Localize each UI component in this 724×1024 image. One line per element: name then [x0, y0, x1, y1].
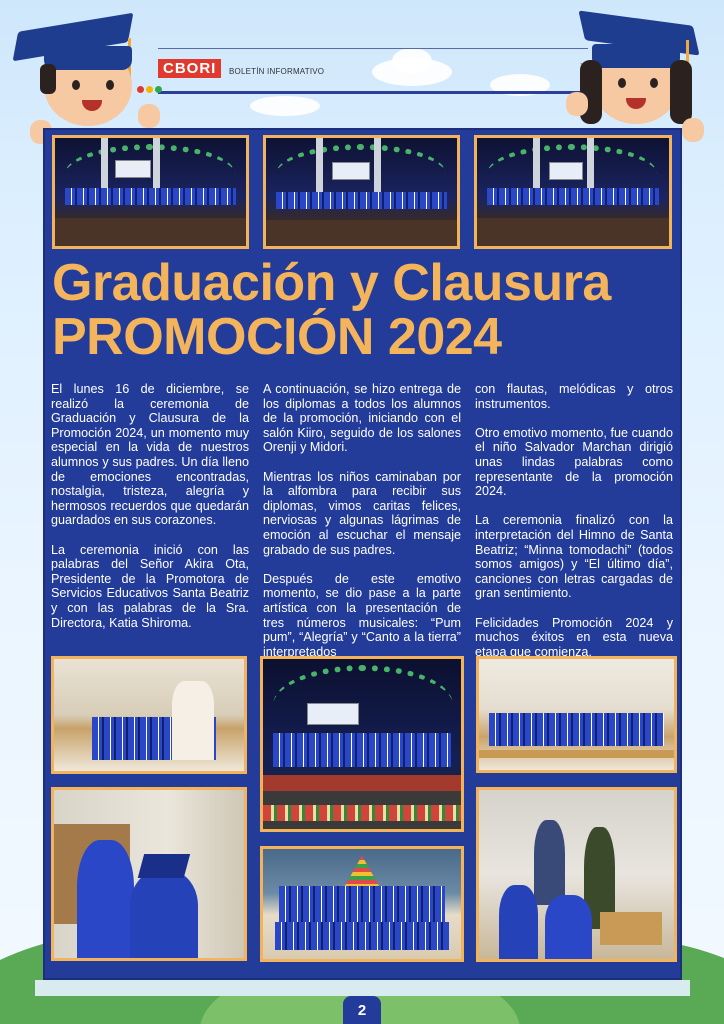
cloud-decoration — [250, 96, 320, 116]
graduate-girl-illustration — [564, 6, 719, 141]
cloud-decoration — [392, 48, 432, 74]
paragraph: El lunes 16 de diciembre, se realizó la ceremonia de Graduación y Clausura de la Promoción 2024, un momento muy especial en la vida de nuestros alumnos y sus padres. Un día lleno de emociones encontradas, nostalgia, tristeza, alegría y hermosos recuerdos que quedarán guardados en sus corazones. — [51, 382, 249, 528]
classroom-photo-1 — [51, 656, 247, 774]
classroom-photo-2 — [476, 656, 677, 773]
school-logo-text: CBORI — [158, 59, 221, 78]
header-rule — [158, 48, 588, 49]
text-column-2 — [263, 382, 461, 674]
paragraph: Felicidades Promoción 2024 y muchos éxitos en esta nueva etapa que comienza. — [475, 615, 673, 659]
paragraph: A continuación, se hizo entrega de los diplomas a todos los alumnos de la promoción, iniciando con el salón Kiiro, seguido de los salones Orenji y Midori. — [263, 382, 461, 455]
paragraph: Otro emotivo momento, fue cuando el niño Salvador Marchan dirigió unas lindas palabras como representante de la promoción 2024. — [475, 425, 673, 499]
page-number: 2 — [343, 996, 381, 1024]
stage-performance-photo — [260, 656, 464, 832]
paragraph: Mientras los niños caminaban por la alfombra para recibir sus diplomas, vimos caritas felices, nerviosas y algunas lágrimas de emoción al escuchar el mensaje grabado de sus padres. — [263, 469, 461, 557]
stage-photo-3 — [474, 135, 672, 249]
newsletter-label: BOLETÍN INFORMATIVO — [229, 67, 325, 76]
classroom-photo-3 — [51, 787, 247, 961]
paragraph: con flautas, melódicas y otros instrumentos. — [475, 382, 673, 411]
stage-photo-2 — [263, 135, 460, 249]
stage-photo-1 — [52, 135, 249, 249]
footer-strip — [35, 980, 690, 996]
graduate-boy-illustration — [10, 8, 160, 138]
title-line-2: PROMOCIÓN 2024 — [52, 308, 502, 366]
text-column-1 — [51, 382, 249, 645]
paragraph: Después de este emotivo momento, se dio pase a la parte artística con la presentación de tres números musicales: “Pum pum”, “Alegría” y “Canto a la tierra” interpretados — [263, 571, 461, 659]
classroom-photo-4 — [476, 787, 677, 962]
group-photo — [260, 846, 464, 962]
paragraph: La ceremonia finalizó con la interpretación del Himno de Santa Beatriz; “Minna tomodachi” (todos somos amigos) y “El último día”, canciones con letras cargadas de gran sentimiento. — [475, 513, 673, 601]
article-title — [52, 256, 611, 364]
title-line-1: Graduación y Clausura — [52, 254, 611, 312]
text-column-3 — [475, 382, 673, 674]
paragraph: La ceremonia inició con las palabras del Señor Akira Ota, Presidente de la Promotora de Servicios Educativos Santa Beatriz y con las palabras de la Sra. Directora, Katia Shiroma. — [51, 542, 249, 630]
header-rule — [158, 91, 588, 94]
